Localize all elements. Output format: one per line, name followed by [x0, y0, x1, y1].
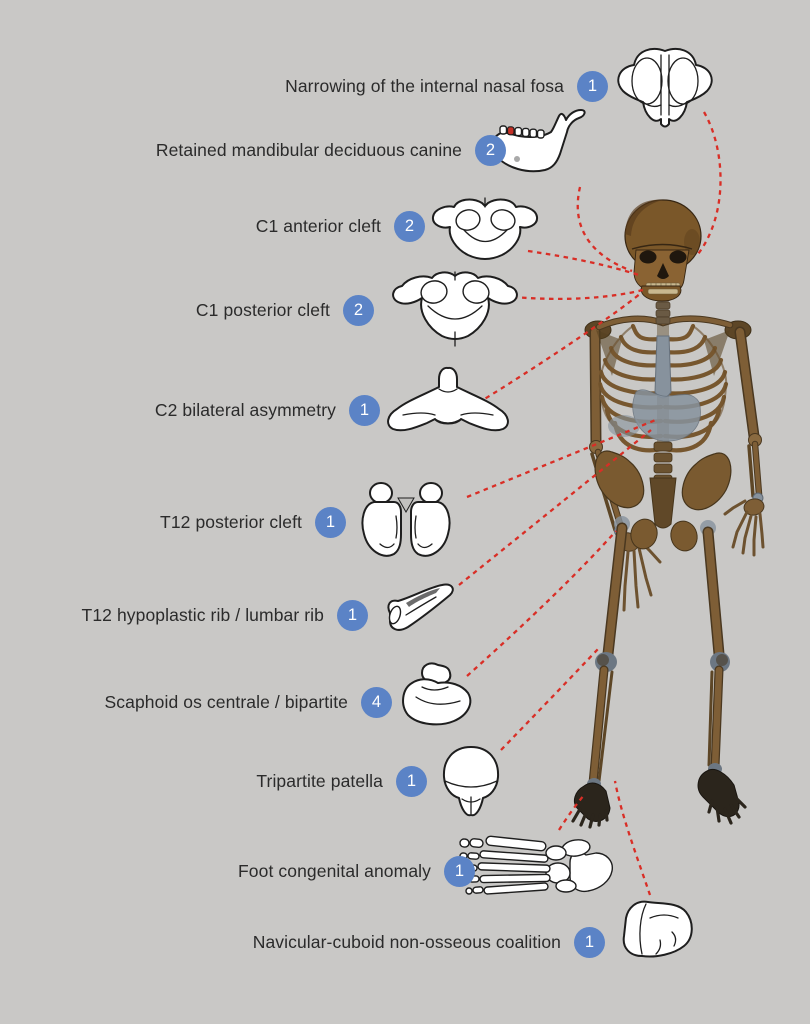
count-badge: 1 [577, 71, 608, 102]
anomaly-label: T12 posterior cleft [160, 511, 302, 532]
navicular-cuboid-icon [612, 892, 700, 966]
skeleton-image [568, 190, 780, 830]
anomaly-label: Narrowing of the internal nasal fosa [285, 75, 564, 96]
scaphoid-icon [398, 657, 476, 729]
skeleton-right-leg [698, 532, 745, 823]
anomaly-row-navicular [253, 926, 605, 958]
count-badge: 1 [574, 927, 605, 958]
count-badge: 2 [475, 135, 506, 166]
c2-axis-icon [383, 366, 513, 456]
anomaly-row-patella [256, 765, 427, 797]
anomaly-label: C1 anterior cleft [255, 215, 381, 236]
anomaly-row-scaphoid [105, 686, 392, 718]
skeleton-ribcage [596, 319, 730, 451]
anomaly-row-c1-posterior [196, 294, 374, 326]
patella-icon [440, 745, 502, 819]
count-badge: 1 [396, 766, 427, 797]
anomaly-row-t12-rib [82, 599, 368, 631]
t12-vertebra-icon [350, 476, 462, 566]
skeleton-right-arm [725, 321, 765, 555]
anomaly-label: C1 posterior cleft [195, 299, 330, 320]
anomaly-row-c1-anterior [256, 210, 425, 242]
c1-atlas-anterior-icon [428, 193, 543, 265]
count-badge: 2 [394, 211, 425, 242]
count-badge: 4 [361, 687, 392, 718]
maxilla-palate-icon [610, 45, 720, 137]
count-badge: 1 [315, 507, 346, 538]
skeleton-left-leg [573, 528, 622, 827]
anomaly-row-t12-posterior [160, 506, 346, 538]
count-badge: 1 [337, 600, 368, 631]
anomaly-label: T12 hypoplastic rib / lumbar rib [81, 604, 324, 625]
count-badge: 2 [343, 295, 374, 326]
anomaly-row-c2-asymmetry [155, 394, 380, 426]
anomaly-label: C2 bilateral asymmetry [154, 399, 336, 420]
anomaly-row-mandibular-canine [156, 134, 506, 166]
anomaly-label: Tripartite patella [256, 770, 383, 791]
c1-atlas-posterior-icon [388, 268, 523, 356]
count-badge: 1 [349, 395, 380, 426]
anomaly-label: Retained mandibular deciduous canine [155, 139, 462, 160]
anomaly-row-foot [238, 855, 475, 887]
anomaly-label: Foot congenital anomaly [238, 860, 431, 881]
anomaly-row-nasal-fosa [285, 70, 608, 102]
rib-icon [382, 579, 460, 641]
skeleton-skull [625, 200, 701, 324]
count-badge: 1 [444, 856, 475, 887]
anomaly-label: Scaphoid os centrale / bipartite [104, 691, 348, 712]
anomaly-label: Navicular-cuboid non-osseous coalition [252, 931, 561, 952]
foot-bones-icon [458, 833, 618, 903]
